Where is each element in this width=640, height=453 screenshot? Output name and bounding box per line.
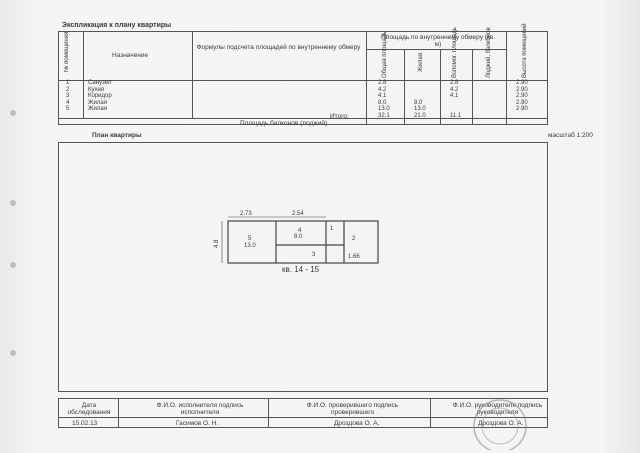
date-label: Дата обследования <box>67 402 111 416</box>
table-cell-name: Жилая <box>88 106 107 112</box>
totals-aux: 11.1 <box>450 113 462 119</box>
plan-title: План квартиры <box>92 132 142 139</box>
dim-left: 4.8 <box>214 239 220 248</box>
head-name: Дроздова О. А. <box>478 420 524 427</box>
scale-label: масштаб 1:200 <box>548 132 593 139</box>
header-height: Высота помещений <box>522 23 528 78</box>
table-cell-height: 2.90 <box>516 106 528 112</box>
stamp-seal <box>455 390 545 450</box>
balcony-label: Площадь балконов (лоджий) <box>240 120 328 127</box>
header-total: Общая площадь <box>382 31 388 78</box>
executor-label: Ф.И.О. исполнителя подпись исполнителя <box>156 402 244 416</box>
dim-top-mid: 2.54 <box>292 211 304 217</box>
header-purpose: Назначение <box>112 52 149 59</box>
table-cell-name: Жилая <box>88 99 107 106</box>
room-5-area: 13.0 <box>244 243 256 249</box>
room-5-number: 5 <box>248 236 252 242</box>
explication-title: Экспликация к плану квартиры <box>62 22 172 29</box>
table-cell-total: 2.8 <box>378 80 387 86</box>
table-cell-no: 5 <box>66 106 70 112</box>
header-living: Жилая <box>418 53 424 72</box>
checker-name: Дроздова О. А. <box>334 420 380 427</box>
dim-bottom: 1.66 <box>348 254 360 260</box>
room-1-number: 1 <box>330 226 334 232</box>
survey-date: 15.02.13 <box>72 420 98 427</box>
header-room-no: № помещения <box>64 31 70 72</box>
totals-living: 21.0 <box>414 113 426 119</box>
room-4-number: 4 <box>298 228 302 234</box>
checker-label: Ф.И.О. проверившего подпись проверившего <box>306 402 399 416</box>
executor-name: Гасимов О. Н. <box>176 420 219 427</box>
table-cell-total: 8.0 <box>378 99 387 106</box>
totals-total: 32.1 <box>378 113 390 119</box>
room-3-number: 3 <box>312 252 316 258</box>
table-cell-name: Санузел <box>88 80 112 86</box>
header-area-group: Площадь по внутреннему обмеру (кв. м) <box>380 34 496 48</box>
table-cell-aux: 2.8 <box>450 80 459 86</box>
table-cell-no: 2 <box>66 86 70 93</box>
table-cell-height: 2.90 <box>516 93 528 99</box>
header-aux: Вспомог. площадь <box>452 27 458 78</box>
table-cell-total: 4.1 <box>378 93 387 99</box>
table-cell-total: 4.2 <box>378 86 387 93</box>
table-cell-living: 13.0 <box>414 106 426 112</box>
dim-top-left: 2.73 <box>240 211 252 217</box>
table-cell-height: 2.90 <box>516 86 528 93</box>
table-cell-no: 4 <box>66 99 70 106</box>
table-cell-height: 2.90 <box>516 80 528 86</box>
totals-label: Итого: <box>330 113 349 120</box>
table-cell-aux: 4.2 <box>450 86 459 93</box>
header-balcony: Лоджий, балконов <box>486 27 492 78</box>
header-formulas: Формулы подсчета площадей по внутреннему обмеру <box>196 44 361 51</box>
table-cell-height: 2.90 <box>516 99 528 106</box>
head-label: Ф.И.О. руководителя подпись руководителя <box>452 402 543 416</box>
table-cell-no: 3 <box>66 93 70 99</box>
apartment-label: кв. 14 - 15 <box>282 265 320 274</box>
table-cell-name: Кухня <box>88 86 105 93</box>
room-2-number: 2 <box>352 236 356 242</box>
table-cell-no: 1 <box>66 80 70 86</box>
table-cell-name: Коридор <box>88 93 112 99</box>
room-4-area: 8.0 <box>294 234 303 240</box>
table-cell-living: 8.0 <box>414 99 423 106</box>
table-cell-total: 13.0 <box>378 106 390 112</box>
table-cell-aux: 4.1 <box>450 93 459 99</box>
